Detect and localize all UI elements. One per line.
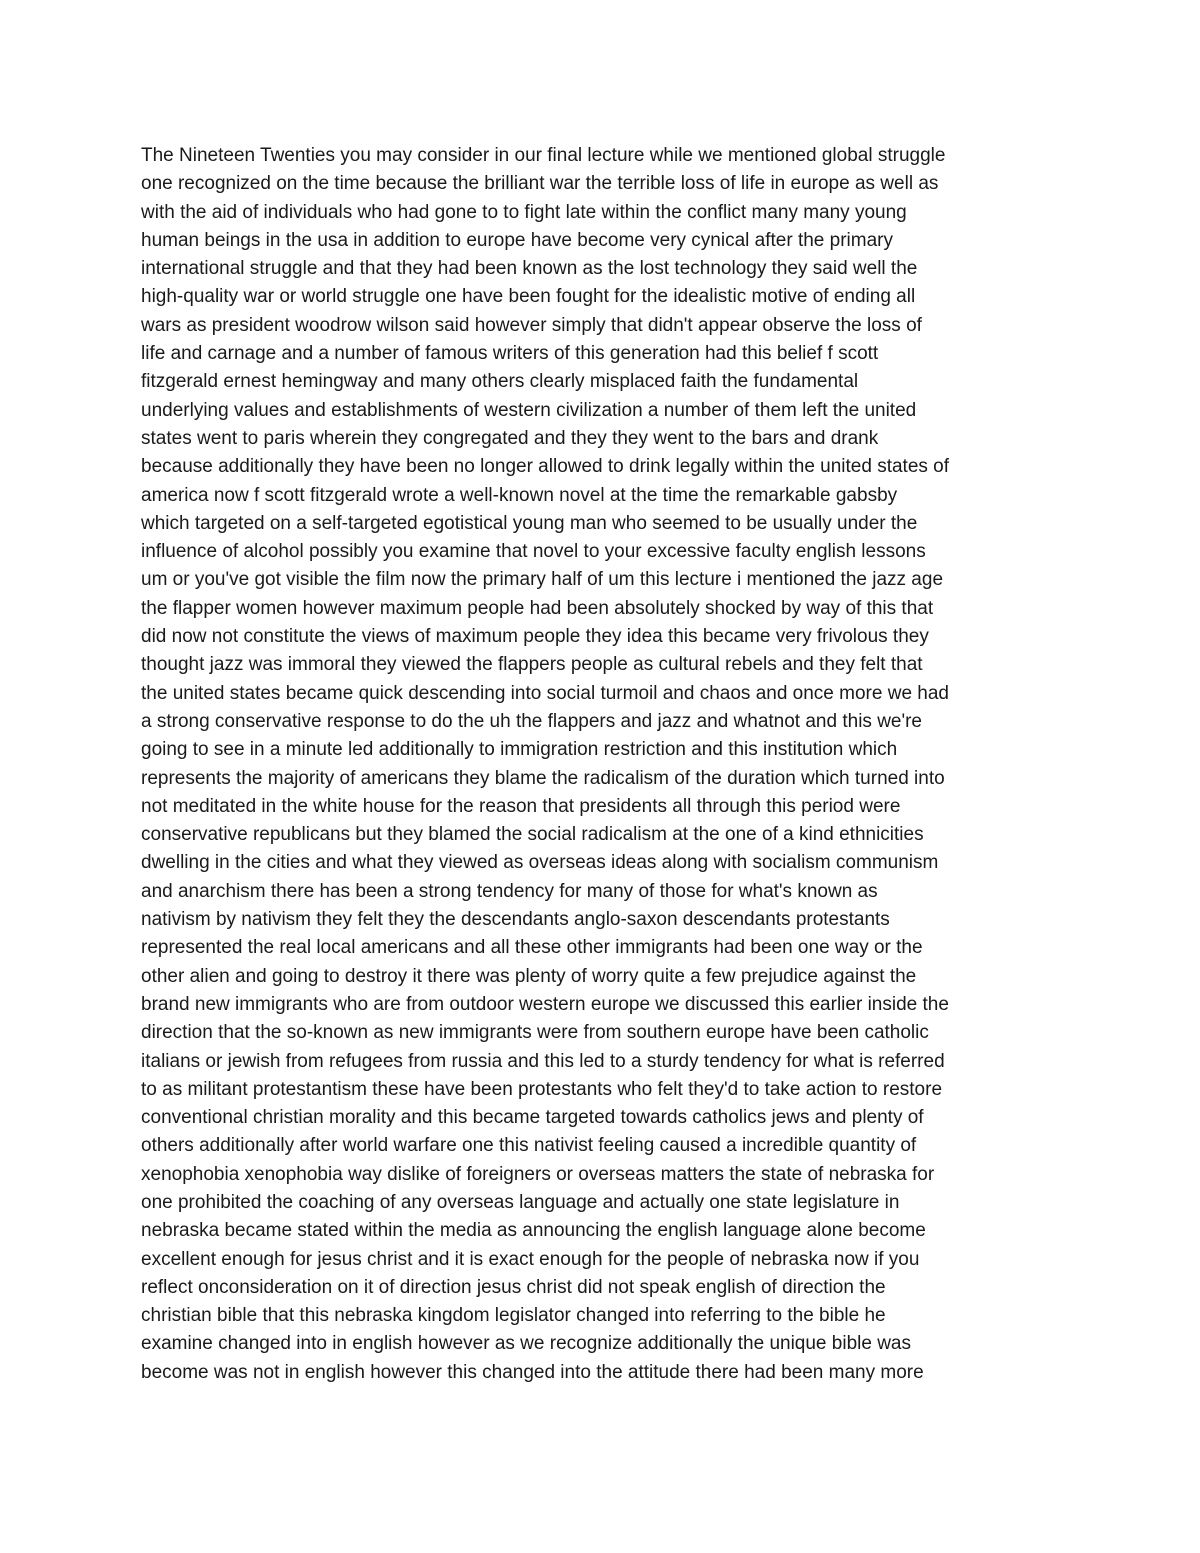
text-line: examine changed into in english however as we recognize additionally the unique bible was — [141, 1333, 911, 1355]
text-line: states went to paris wherein they congregated and they they went to the bars and drank — [141, 427, 879, 449]
text-line: um or you've got visible the film now the primary half of um this lecture i mentioned the jazz age — [141, 569, 944, 591]
text-line: the flapper women however maximum people had been absolutely shocked by way of this that — [141, 597, 934, 619]
text-line: The Nineteen Twenties you may consider in our final lecture while we mentioned global struggle — [141, 145, 946, 166]
text-line: influence of alcohol possibly you examine that novel to your excessive faculty english lessons — [141, 541, 926, 563]
text-line: the united states became quick descending into social turmoil and chaos and once more we had — [141, 682, 949, 704]
text-line: going to see in a minute led additionally to immigration restriction and this institution which — [141, 739, 898, 761]
text-line: to as militant protestantism these have been protestants who felt they'd to take action to restore — [141, 1078, 943, 1100]
text-line: others additionally after world warfare one this nativist feeling caused a incredible quantity of — [141, 1135, 917, 1157]
text-line: not meditated in the white house for the reason that presidents all through this period were — [141, 795, 901, 817]
text-line: high-quality war or world struggle one have been fought for the idealistic motive of ending all — [141, 286, 916, 308]
text-line: other alien and going to destroy it there was plenty of worry quite a few prejudice against the — [141, 965, 917, 987]
text-line: wars as president woodrow wilson said however simply that didn't appear observe the loss of — [141, 314, 922, 336]
body-text — [141, 142, 1101, 1387]
text-line: fitzgerald ernest hemingway and many others clearly misplaced faith the fundamental — [141, 371, 859, 393]
text-line: excellent enough for jesus christ and it is exact enough for the people of nebraska now if you — [141, 1248, 920, 1270]
text-line: america now f scott fitzgerald wrote a well-known novel at the time the remarkable gabsby — [141, 484, 898, 506]
text-line: nebraska became stated within the media as announcing the english language alone become — [141, 1220, 926, 1242]
text-line: dwelling in the cities and what they viewed as overseas ideas along with socialism communism — [141, 852, 939, 874]
text-line: international struggle and that they had been known as the lost technology they said well the — [141, 258, 918, 280]
text-line: reflect onconsideration on it of direction jesus christ did not speak english of direction the — [141, 1276, 886, 1298]
text-line: life and carnage and a number of famous writers of this generation had this belief f scott — [141, 343, 879, 365]
text-line: christian bible that this nebraska kingdom legislator changed into referring to the bible he — [141, 1305, 886, 1327]
text-line: italians or jewish from refugees from russia and this led to a sturdy tendency for what is referred — [141, 1050, 945, 1072]
text-line: which targeted on a self-targeted egotistical young man who seemed to be usually under the — [141, 512, 918, 534]
text-line: a strong conservative response to do the uh the flappers and jazz and whatnot and this we're — [141, 710, 923, 732]
text-line: conventional christian morality and this became targeted towards catholics jews and plenty of — [141, 1107, 924, 1129]
text-line: because additionally they have been no longer allowed to drink legally within the united states of — [141, 456, 950, 478]
text-line: human beings in the usa in addition to europe have become very cynical after the primary — [141, 229, 893, 251]
text-line: thought jazz was immoral they viewed the flappers people as cultural rebels and they felt that — [141, 654, 923, 676]
text-line: underlying values and establishments of western civilization a number of them left the united — [141, 399, 917, 421]
text-line: brand new immigrants who are from outdoor western europe we discussed this earlier inside the — [141, 993, 949, 1015]
text-line: direction that the so-known as new immigrants were from southern europe have been catholic — [141, 1022, 929, 1044]
text-line: did now not constitute the views of maximum people they idea this became very frivolous they — [141, 626, 929, 648]
text-line: nativism by nativism they felt they the descendants anglo-saxon descendants protestants — [141, 909, 890, 931]
text-line: and anarchism there has been a strong tendency for many of those for what's known as — [141, 880, 878, 902]
text-line: become was not in english however this changed into the attitude there had been many more — [141, 1361, 924, 1383]
text-line: one prohibited the coaching of any overseas language and actually one state legislature in — [141, 1191, 900, 1213]
text-line: xenophobia xenophobia way dislike of foreigners or overseas matters the state of nebraska for — [141, 1163, 935, 1185]
text-line: with the aid of individuals who had gone to to fight late within the conflict many many young — [141, 201, 907, 223]
text-line: represented the real local americans and all these other immigrants had been one way or the — [141, 937, 923, 959]
text-line: conservative republicans but they blamed the social radicalism at the one of a kind ethnicities — [141, 824, 924, 846]
text-line: one recognized on the time because the brilliant war the terrible loss of life in europe as well as — [141, 173, 939, 195]
text-line: represents the majority of americans they blame the radicalism of the duration which turned into — [141, 767, 945, 789]
